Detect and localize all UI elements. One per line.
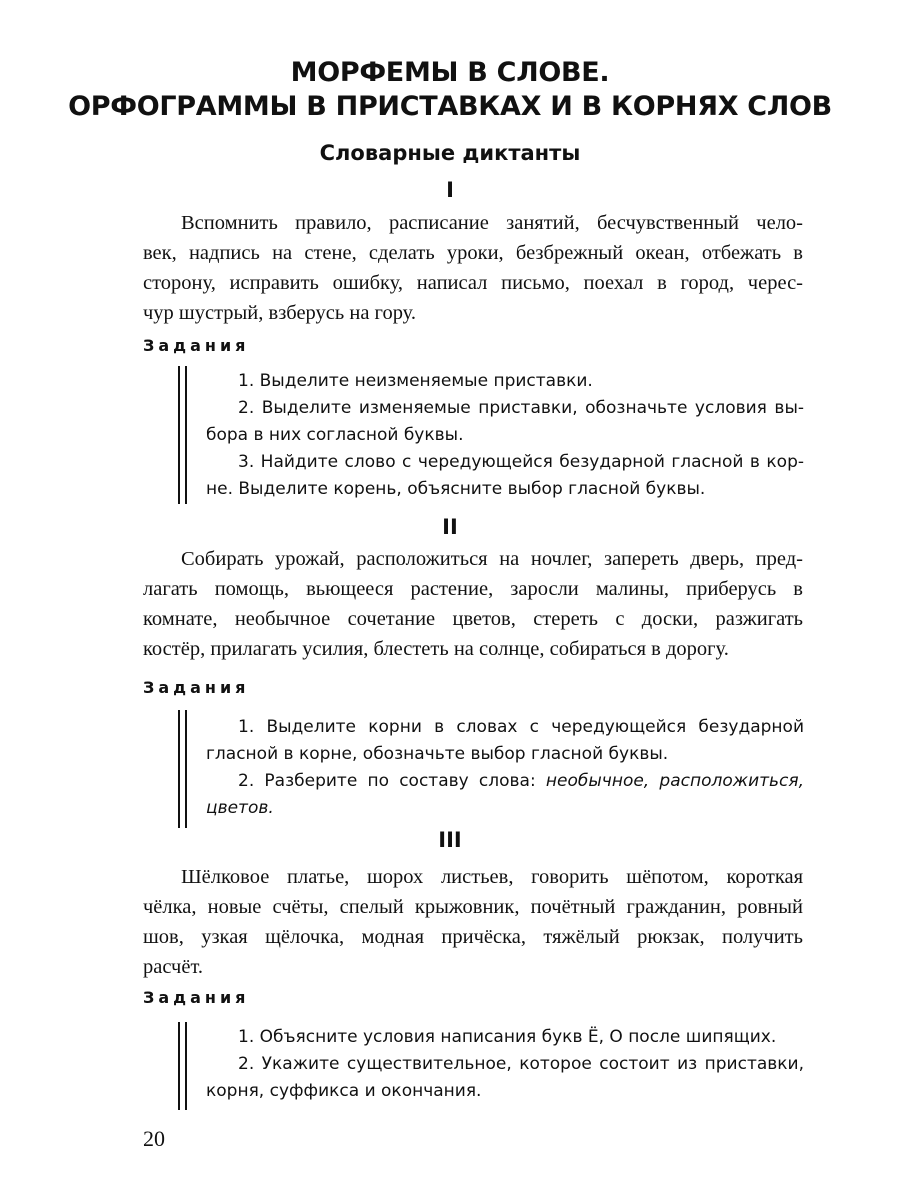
task-line: 1. Выделите неизменяемые приставки. (238, 371, 593, 391)
task-line: гласной в корне, обозначьте выбор гласной буквы. (206, 744, 669, 764)
task-line: 3. Найдите слово с чередующейся безударной гласной в кор- (238, 452, 804, 472)
task-line: бора в них согласной буквы. (206, 425, 464, 445)
task-line: 2. Укажите существительное, которое состоит из приставки, (238, 1054, 804, 1074)
dictation-line: комнате, необычное сочетание цветов, стереть с доски, разжигать (143, 608, 803, 630)
page-number: 20 (143, 1126, 165, 1151)
margin-bar (178, 366, 187, 504)
task-line: не. Выделите корень, объясните выбор гласной буквы. (206, 479, 706, 499)
dictation-line: Вспомнить правило, расписание занятий, бесчувственный чело- (181, 212, 803, 234)
task-line: 2. Выделите изменяемые приставки, обозначьте условия вы- (238, 398, 804, 418)
task-line: 1. Объясните условия написания букв Ё, О после шипящих. (238, 1027, 777, 1047)
tasks-block-1 (178, 366, 804, 504)
section-subtitle: Словарные диктанты (319, 141, 581, 165)
tasks-text-3 (206, 1024, 804, 1105)
tasks-heading-3: Задания (143, 988, 250, 1007)
task-line (206, 768, 804, 795)
tasks-heading-1: Задания (143, 336, 250, 355)
dictation-line: костёр, прилагать усилия, блестеть на солнце, собираться в дорогу. (143, 638, 729, 660)
task-line-lead: 2. Разберите по составу слова: (238, 771, 536, 791)
page-title-line-2: ОРФОГРАММЫ В ПРИСТАВКАХ И В КОРНЯХ СЛОВ (68, 91, 832, 122)
task-line: 1. Выделите корни в словах с чередующейся безударной (238, 717, 804, 737)
dictation-text-2 (143, 544, 803, 664)
dictation-line: чёлка, новые счёты, спелый крыжовник, почётный гражданин, ровный (143, 896, 803, 918)
dictation-line: лагать помощь, вьющееся растение, заросли малины, приберусь в (143, 578, 803, 600)
tasks-heading-2: Задания (143, 678, 250, 697)
dictation-line: Шёлковое платье, шорох листьев, говорить шёпотом, короткая (181, 866, 803, 888)
tasks-text-2 (206, 714, 804, 822)
task-words: необычное, расположиться, (545, 771, 805, 791)
task-line: корня, суффикса и окончания. (206, 1081, 482, 1101)
task-line (206, 795, 804, 822)
tasks-block-2 (178, 710, 804, 828)
dictation-line: век, надпись на стене, сделать уроки, безбрежный океан, отбежать в (143, 242, 803, 264)
dictation-numeral-3: III (438, 828, 462, 852)
task-words: цветов. (206, 798, 274, 818)
dictation-line: шов, узкая щёлочка, модная причёска, тяжёлый рюкзак, получить (143, 926, 803, 948)
tasks-text-1 (206, 368, 804, 503)
dictation-numeral-1: I (446, 178, 454, 202)
dictation-line: чур шустрый, взберусь на гору. (143, 302, 417, 324)
dictation-numeral-2: II (442, 515, 458, 539)
page-title-line-1: МОРФЕМЫ В СЛОВЕ. (290, 57, 610, 88)
dictation-text-3 (143, 862, 803, 982)
dictation-line: расчёт. (143, 956, 203, 978)
tasks-block-3 (178, 1022, 804, 1110)
dictation-text-1 (143, 208, 803, 328)
dictation-line: сторону, исправить ошибку, написал письмо, поехал в город, черес- (143, 272, 803, 294)
margin-bar (178, 710, 187, 828)
margin-bar (178, 1022, 187, 1110)
dictation-line: Собирать урожай, расположиться на ночлег, запереть дверь, пред- (181, 548, 803, 570)
